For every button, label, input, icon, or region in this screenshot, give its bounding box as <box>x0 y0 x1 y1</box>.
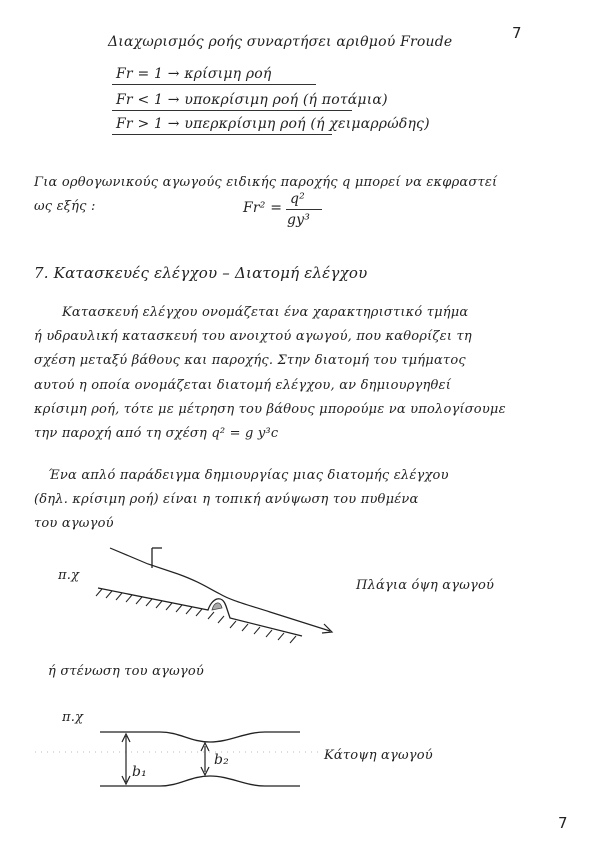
froude-formula-denominator: gy³ <box>287 212 311 228</box>
paragraph-line: Ένα απλό παράδειγμα δημιουργίας μιας διατομής ελέγχου <box>48 468 449 483</box>
figure1-prefix: π.χ <box>58 568 80 583</box>
froude-case-supercritical: Fr > 1 → υπερκρίσιμη ροή (ή χειμαρρώδης) <box>116 116 430 132</box>
paragraph-line: του αγωγού <box>34 516 114 531</box>
froude-formula-numerator: q² <box>290 191 305 207</box>
paragraph-line: την παροχή από τη σχέση q² = g y³c <box>34 426 279 441</box>
section-title: 7. Κατασκευές ελέγχου – Διατομή ελέγχου <box>34 264 368 282</box>
side-view-channel-sketch <box>80 540 350 660</box>
plan-view-narrowing-sketch <box>30 722 330 802</box>
paragraph-line: (δηλ. κρίσιμη ροή) είναι η τοπική ανύψωση του πυθμένα <box>34 492 419 507</box>
figure2-prefix: π.χ <box>62 710 84 725</box>
heading: Διαχωρισμός ροής συναρτήσει αριθμού Froude <box>108 34 453 50</box>
froude-case-subcritical: Fr < 1 → υποκρίσιμη ροή (ή ποτάμια) <box>116 92 388 108</box>
rect-channel-line2: ως εξής : <box>34 199 96 214</box>
figure1-caption: Πλάγια όψη αγωγού <box>356 578 495 593</box>
froude-case-critical: Fr = 1 → κρίσιμη ροή <box>116 66 272 82</box>
paragraph-line: Κατασκευή ελέγχου ονομάζεται ένα χαρακτηριστικό τμήμα <box>62 305 469 320</box>
underline <box>112 110 352 111</box>
fraction-bar <box>286 209 322 210</box>
underline <box>112 134 332 135</box>
page-number-bottom: 7 <box>558 814 568 832</box>
rect-channel-line1: Για ορθογωνικούς αγωγούς ειδικής παροχής q μπορεί να εκφραστεί <box>34 175 498 190</box>
narrowing-line: ή στένωση του αγωγού <box>48 664 204 679</box>
paragraph-line: σχέση μεταξύ βάθους και παροχής. Στην διατομή του τμήματος <box>34 353 466 368</box>
page-number-top: 7 <box>512 24 522 42</box>
width-label-b2: b₂ <box>214 752 229 768</box>
width-label-b1: b₁ <box>132 764 147 780</box>
paragraph-line: ή υδραυλική κατασκευή του ανοιχτού αγωγού, που καθορίζει τη <box>34 329 472 344</box>
paragraph-line: αυτού η οποία ονομάζεται διατομή ελέγχου, αν δημιουργηθεί <box>34 378 451 393</box>
paragraph-line: κρίσιμη ροή, τότε με μέτρηση του βάθους μπορούμε να υπολογίσουμε <box>34 402 506 417</box>
underline <box>112 84 316 85</box>
froude-formula-lhs: Fr² = <box>243 200 283 216</box>
figure2-caption: Κάτοψη αγωγού <box>324 748 433 763</box>
